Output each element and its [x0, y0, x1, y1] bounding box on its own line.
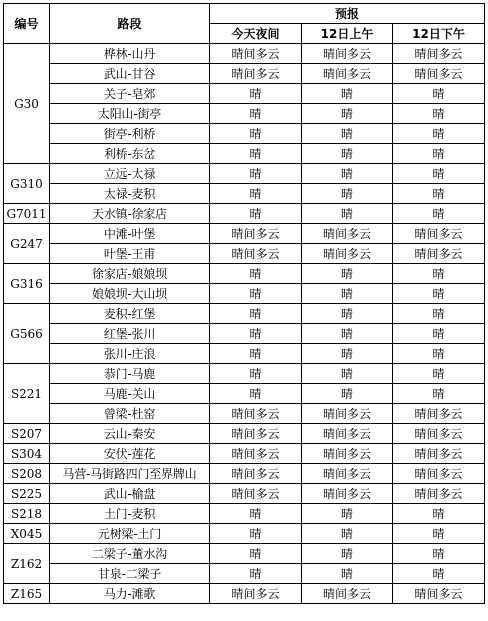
forecast-cell-tonight: 晴间多云: [210, 64, 302, 84]
table-row: [4, 384, 485, 404]
table-row: [4, 84, 485, 104]
forecast-cell-tonight: 晴: [210, 264, 302, 284]
table-row: [4, 144, 485, 164]
forecast-cell-morning: 晴: [302, 544, 393, 564]
forecast-cell-afternoon: 晴间多云: [393, 64, 485, 84]
forecast-cell-morning: 晴: [302, 264, 393, 284]
table-row: [4, 204, 485, 224]
table-row: [4, 124, 485, 144]
forecast-cell-morning: 晴间多云: [302, 424, 393, 444]
forecast-cell-morning: 晴间多云: [302, 224, 393, 244]
road-code-cell: G316: [4, 264, 50, 304]
segment-cell: 徐家店-娘娘坝: [50, 264, 210, 284]
table-row: [4, 464, 485, 484]
forecast-cell-afternoon: 晴: [393, 344, 485, 364]
forecast-cell-afternoon: 晴: [393, 504, 485, 524]
forecast-cell-tonight: 晴: [210, 344, 302, 364]
forecast-cell-afternoon: 晴: [393, 304, 485, 324]
road-code-cell: S225: [4, 484, 50, 504]
table-row: [4, 164, 485, 184]
forecast-cell-morning: 晴间多云: [302, 404, 393, 424]
table-row: [4, 564, 485, 584]
forecast-cell-tonight: 晴间多云: [210, 584, 302, 604]
segment-cell: 麦积-红堡: [50, 304, 210, 324]
forecast-cell-morning: 晴间多云: [302, 584, 393, 604]
table-row: [4, 364, 485, 384]
period-header-morning: 12日上午: [302, 24, 393, 44]
forecast-cell-morning: 晴: [302, 364, 393, 384]
segment-cell: 天水镇-徐家店: [50, 204, 210, 224]
segment-cell: 太禄-麦积: [50, 184, 210, 204]
road-code-cell: Z165: [4, 584, 50, 604]
segment-cell: 娘娘坝-大山坝: [50, 284, 210, 304]
forecast-cell-tonight: 晴: [210, 304, 302, 324]
segment-cell: 武山-甘谷: [50, 64, 210, 84]
table-row: [4, 404, 485, 424]
table-row: [4, 264, 485, 284]
forecast-cell-morning: 晴间多云: [302, 44, 393, 64]
forecast-cell-tonight: 晴: [210, 384, 302, 404]
code-header: 编号: [4, 4, 50, 44]
forecast-cell-morning: 晴: [302, 504, 393, 524]
forecast-cell-morning: 晴: [302, 384, 393, 404]
table-row: [4, 284, 485, 304]
forecast-cell-tonight: 晴: [210, 524, 302, 544]
forecast-cell-morning: 晴间多云: [302, 444, 393, 464]
road-code-cell: G566: [4, 304, 50, 364]
forecast-cell-tonight: 晴间多云: [210, 244, 302, 264]
forecast-cell-afternoon: 晴间多云: [393, 224, 485, 244]
forecast-cell-morning: 晴: [302, 84, 393, 104]
period-header-tonight: 今天夜间: [210, 24, 302, 44]
forecast-cell-tonight: 晴间多云: [210, 424, 302, 444]
forecast-cell-morning: 晴: [302, 164, 393, 184]
forecast-cell-afternoon: 晴间多云: [393, 44, 485, 64]
forecast-cell-afternoon: 晴: [393, 284, 485, 304]
segment-header: 路段: [50, 4, 210, 44]
segment-cell: 曾梁-杜窑: [50, 404, 210, 424]
forecast-cell-morning: 晴间多云: [302, 484, 393, 504]
forecast-cell-tonight: 晴间多云: [210, 444, 302, 464]
forecast-cell-tonight: 晴间多云: [210, 464, 302, 484]
forecast-cell-afternoon: 晴: [393, 324, 485, 344]
forecast-cell-afternoon: 晴间多云: [393, 404, 485, 424]
forecast-cell-tonight: 晴间多云: [210, 224, 302, 244]
segment-cell: 甘泉-二梁子: [50, 564, 210, 584]
forecast-cell-morning: 晴: [302, 324, 393, 344]
forecast-header: 预报: [210, 4, 485, 24]
header-row-1: [4, 4, 485, 24]
forecast-cell-afternoon: 晴: [393, 204, 485, 224]
forecast-cell-afternoon: 晴: [393, 144, 485, 164]
forecast-cell-tonight: 晴: [210, 84, 302, 104]
table-row: [4, 184, 485, 204]
table-row: [4, 64, 485, 84]
forecast-cell-afternoon: 晴: [393, 84, 485, 104]
road-code-cell: S218: [4, 504, 50, 524]
forecast-cell-afternoon: 晴间多云: [393, 244, 485, 264]
forecast-cell-afternoon: 晴间多云: [393, 424, 485, 444]
forecast-cell-tonight: 晴: [210, 124, 302, 144]
forecast-cell-morning: 晴: [302, 204, 393, 224]
forecast-cell-morning: 晴间多云: [302, 244, 393, 264]
segment-cell: 恭门-马鹿: [50, 364, 210, 384]
segment-cell: 元树梁-土门: [50, 524, 210, 544]
forecast-cell-tonight: 晴间多云: [210, 44, 302, 64]
segment-cell: 云山-秦安: [50, 424, 210, 444]
segment-cell: 土门-麦积: [50, 504, 210, 524]
forecast-cell-tonight: 晴: [210, 204, 302, 224]
forecast-cell-afternoon: 晴间多云: [393, 464, 485, 484]
road-code-cell: G30: [4, 44, 50, 164]
table-row: [4, 344, 485, 364]
table-row: [4, 444, 485, 464]
forecast-cell-afternoon: 晴: [393, 524, 485, 544]
table-row: [4, 424, 485, 444]
forecast-cell-morning: 晴: [302, 144, 393, 164]
road-code-cell: X045: [4, 524, 50, 544]
road-code-cell: S221: [4, 364, 50, 424]
segment-cell: 立远-太禄: [50, 164, 210, 184]
road-code-cell: G247: [4, 224, 50, 264]
forecast-cell-afternoon: 晴间多云: [393, 484, 485, 504]
table-row: [4, 304, 485, 324]
segment-cell: 武山-榆盘: [50, 484, 210, 504]
period-header-afternoon: 12日下午: [393, 24, 485, 44]
segment-cell: 桦林-山丹: [50, 44, 210, 64]
segment-cell: 马鹿-关山: [50, 384, 210, 404]
forecast-document: [3, 3, 485, 604]
road-weather-forecast-table: [3, 3, 485, 604]
segment-cell: 叶堡-王甫: [50, 244, 210, 264]
forecast-cell-tonight: 晴: [210, 184, 302, 204]
forecast-cell-morning: 晴: [302, 344, 393, 364]
forecast-cell-tonight: 晴: [210, 164, 302, 184]
segment-cell: 马力-滩歌: [50, 584, 210, 604]
segment-cell: 太阳山-街亭: [50, 104, 210, 124]
forecast-cell-morning: 晴间多云: [302, 464, 393, 484]
forecast-cell-afternoon: 晴: [393, 364, 485, 384]
table-row: [4, 504, 485, 524]
table-row: [4, 484, 485, 504]
segment-cell: 关子-皂郊: [50, 84, 210, 104]
forecast-cell-tonight: 晴: [210, 364, 302, 384]
forecast-cell-tonight: 晴间多云: [210, 404, 302, 424]
forecast-cell-afternoon: 晴: [393, 564, 485, 584]
forecast-cell-morning: 晴: [302, 524, 393, 544]
road-code-cell: G7011: [4, 204, 50, 224]
forecast-cell-morning: 晴: [302, 304, 393, 324]
forecast-cell-afternoon: 晴: [393, 184, 485, 204]
table-row: [4, 584, 485, 604]
forecast-cell-tonight: 晴: [210, 144, 302, 164]
forecast-cell-morning: 晴: [302, 184, 393, 204]
forecast-cell-morning: 晴: [302, 124, 393, 144]
road-code-cell: S208: [4, 464, 50, 484]
forecast-cell-morning: 晴: [302, 284, 393, 304]
forecast-cell-tonight: 晴: [210, 544, 302, 564]
segment-cell: 街亭-利桥: [50, 124, 210, 144]
table-row: [4, 244, 485, 264]
segment-cell: 张川-庄浪: [50, 344, 210, 364]
table-row: [4, 224, 485, 244]
segment-cell: 红堡-张川: [50, 324, 210, 344]
forecast-cell-afternoon: 晴: [393, 264, 485, 284]
forecast-cell-afternoon: 晴: [393, 384, 485, 404]
segment-cell: 利桥-东岔: [50, 144, 210, 164]
road-code-cell: G310: [4, 164, 50, 204]
forecast-cell-morning: 晴: [302, 564, 393, 584]
forecast-cell-afternoon: 晴间多云: [393, 584, 485, 604]
table-row: [4, 324, 485, 344]
forecast-cell-afternoon: 晴: [393, 164, 485, 184]
table-row: [4, 544, 485, 564]
table-row: [4, 104, 485, 124]
forecast-cell-afternoon: 晴: [393, 104, 485, 124]
road-code-cell: S304: [4, 444, 50, 464]
forecast-cell-afternoon: 晴: [393, 544, 485, 564]
forecast-cell-tonight: 晴间多云: [210, 484, 302, 504]
road-code-cell: S207: [4, 424, 50, 444]
forecast-cell-afternoon: 晴间多云: [393, 444, 485, 464]
segment-cell: 中滩-叶堡: [50, 224, 210, 244]
forecast-cell-tonight: 晴: [210, 284, 302, 304]
segment-cell: 马营-马街路四门至界牌山: [50, 464, 210, 484]
forecast-cell-tonight: 晴: [210, 504, 302, 524]
forecast-cell-morning: 晴: [302, 104, 393, 124]
table-row: [4, 44, 485, 64]
segment-cell: 二梁子-董水沟: [50, 544, 210, 564]
forecast-cell-morning: 晴间多云: [302, 64, 393, 84]
forecast-cell-afternoon: 晴: [393, 124, 485, 144]
forecast-cell-tonight: 晴: [210, 324, 302, 344]
table-row: [4, 524, 485, 544]
segment-cell: 安伏-莲花: [50, 444, 210, 464]
forecast-cell-tonight: 晴: [210, 564, 302, 584]
road-code-cell: Z162: [4, 544, 50, 584]
forecast-cell-tonight: 晴: [210, 104, 302, 124]
